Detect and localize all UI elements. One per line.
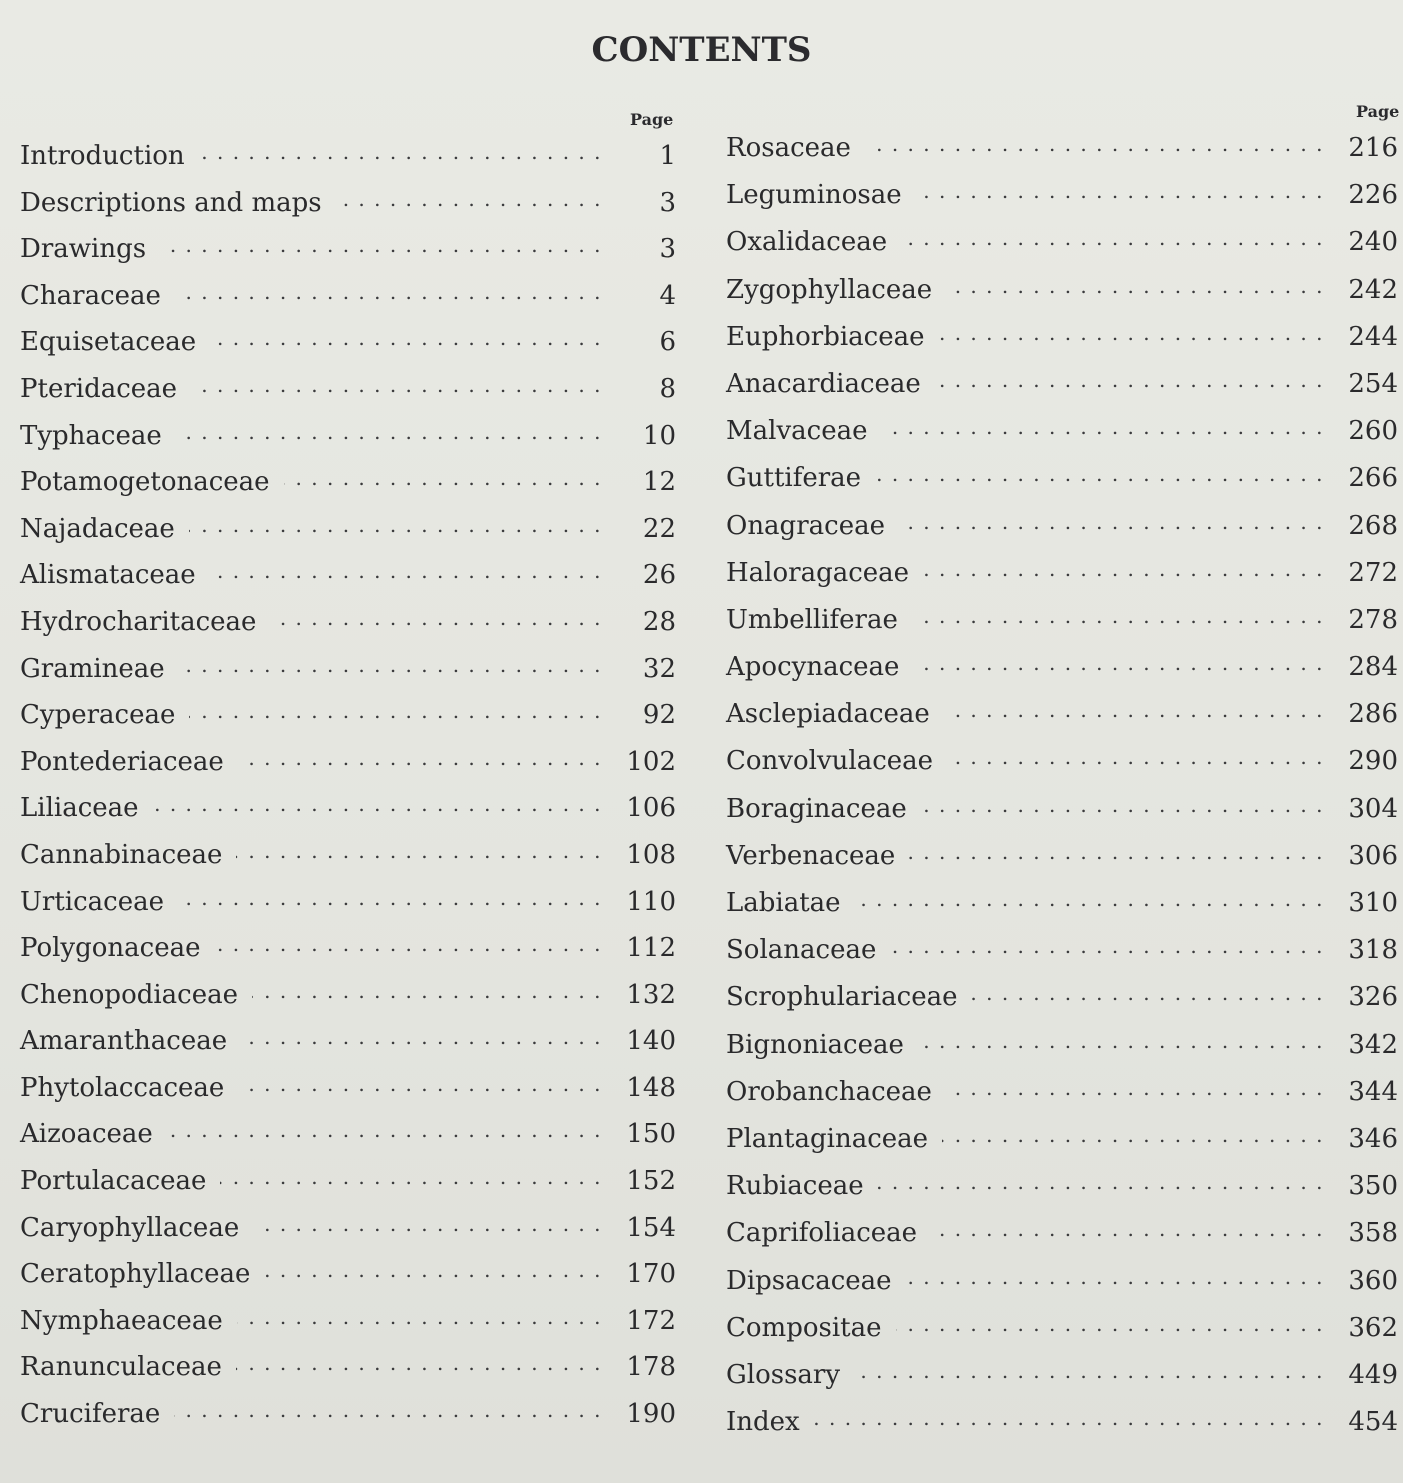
dot-leader [178, 884, 602, 910]
entry-page-number: 272 [1348, 557, 1398, 588]
entry-page-number: 152 [626, 1166, 676, 1197]
entry-page-number: 260 [1348, 416, 1398, 447]
dot-leader [939, 319, 1325, 345]
entry-title: Zygophyllaceae [726, 274, 933, 305]
contents-entry [20, 930, 676, 977]
dot-leader [942, 1121, 1324, 1147]
entry-page-number: 244 [1348, 321, 1398, 352]
entry-title: Malvaceae [726, 416, 868, 447]
contents-entry [726, 1310, 1398, 1357]
entry-page-number: 3 [659, 234, 676, 265]
dot-leader [814, 1404, 1324, 1430]
dot-leader [921, 791, 1324, 817]
contents-column-left [20, 138, 676, 1443]
contents-entry [726, 413, 1398, 460]
entry-page-number: 154 [626, 1212, 676, 1243]
entry-title: Najadaceae [20, 513, 175, 544]
entry-page-number: 140 [626, 1026, 676, 1057]
entry-page-number: 112 [626, 933, 676, 964]
dot-leader [241, 1023, 602, 1049]
entry-title: Cyperaceae [20, 700, 176, 731]
contents-entry [726, 649, 1398, 696]
dot-leader [336, 185, 602, 211]
dot-leader [252, 977, 602, 1003]
dot-leader [854, 1357, 1324, 1383]
contents-entry [726, 1215, 1398, 1262]
dot-leader [878, 1168, 1324, 1194]
entry-page-number: 226 [1348, 180, 1398, 211]
page-column-header-left: Page [630, 110, 674, 129]
contents-entry [20, 744, 676, 791]
entry-page-number: 266 [1348, 463, 1398, 494]
entry-title: Umbelliferae [726, 604, 898, 635]
entry-title: Equisetaceae [20, 327, 197, 358]
entry-page-number: 4 [659, 280, 676, 311]
entry-page-number: 12 [642, 467, 676, 498]
contents-entry [20, 1210, 676, 1257]
contents-entry [726, 1074, 1398, 1121]
contents-entry [20, 1116, 676, 1163]
contents-entry [20, 651, 676, 698]
dot-leader [855, 885, 1324, 911]
dot-leader [179, 651, 602, 677]
entry-title: Euphorbiaceae [726, 321, 925, 352]
entry-page-number: 10 [642, 420, 676, 451]
entry-page-number: 358 [1348, 1218, 1398, 1249]
entry-page-number: 108 [626, 839, 676, 870]
entry-title: Typhaceae [20, 420, 162, 451]
dot-leader [913, 649, 1324, 675]
contents-entry [20, 1303, 676, 1350]
entry-page-number: 106 [626, 793, 676, 824]
contents-entry [726, 791, 1398, 838]
dot-leader [899, 508, 1324, 534]
entry-title: Dipsacaceae [726, 1265, 892, 1296]
entry-page-number: 32 [642, 653, 676, 684]
dot-leader [947, 743, 1324, 769]
entry-page-number: 3 [659, 187, 676, 218]
entry-title: Glossary [726, 1359, 841, 1390]
entry-page-number: 110 [626, 886, 676, 917]
dot-leader [210, 557, 602, 583]
entry-title: Cruciferae [20, 1399, 161, 1430]
contents-entry [726, 1027, 1398, 1074]
entry-title: Compositae [726, 1312, 882, 1343]
dot-leader [236, 837, 602, 863]
dot-leader [270, 604, 602, 630]
dot-leader [189, 511, 602, 537]
dot-leader [909, 838, 1324, 864]
dot-leader [901, 224, 1324, 250]
contents-entry [726, 602, 1398, 649]
contents-entry [726, 224, 1398, 271]
contents-entry [726, 1357, 1398, 1404]
contents-entry [726, 885, 1398, 932]
contents-entry [20, 1070, 676, 1117]
dot-leader [912, 602, 1324, 628]
contents-entry [726, 838, 1398, 885]
entry-page-number: 350 [1348, 1171, 1398, 1202]
entry-title: Haloragaceae [726, 557, 910, 588]
page-title: CONTENTS [591, 30, 812, 70]
contents-entry [726, 130, 1398, 177]
entry-page-number: 28 [642, 606, 676, 637]
entry-page-number: 342 [1348, 1029, 1398, 1060]
entry-title: Pteridaceae [20, 373, 178, 404]
contents-entry [20, 557, 676, 604]
dot-leader [972, 979, 1325, 1005]
dot-leader [238, 744, 602, 770]
dot-leader [238, 1070, 602, 1096]
contents-entry [726, 177, 1398, 224]
dot-leader [174, 1396, 602, 1422]
contents-entry [20, 1023, 676, 1070]
entry-page-number: 172 [626, 1305, 676, 1336]
entry-title: Onagraceae [726, 510, 885, 541]
contents-entry [20, 278, 676, 325]
contents-entry [20, 1396, 676, 1443]
entry-title: Ceratophyllaceae [20, 1259, 251, 1290]
dot-leader [875, 460, 1324, 486]
contents-entry [20, 837, 676, 884]
entry-page-number: 306 [1348, 840, 1398, 871]
entry-title: Scrophulariaceae [726, 982, 958, 1013]
entry-page-number: 360 [1348, 1265, 1398, 1296]
contents-entry [20, 324, 676, 371]
page-column-header-right: Page [1356, 102, 1400, 121]
entry-page-number: 26 [642, 560, 676, 591]
entry-page-number: 310 [1348, 888, 1398, 918]
dot-leader [931, 1215, 1324, 1241]
entry-page-number: 170 [626, 1259, 676, 1290]
entry-title: Rosaceae [726, 133, 851, 163]
contents-entry [20, 697, 676, 744]
entry-page-number: 190 [626, 1399, 676, 1430]
entry-title: Phytolaccaceae [20, 1072, 225, 1103]
dot-leader [199, 138, 602, 164]
dot-leader [284, 464, 602, 490]
entry-title: Portulacaceae [20, 1166, 207, 1197]
entry-page-number: 284 [1348, 652, 1398, 683]
dot-leader [176, 418, 602, 444]
contents-entry [726, 1263, 1398, 1310]
contents-entry [20, 138, 676, 185]
entry-title: Orobanchaceae [726, 1076, 932, 1107]
entry-title: Amaranthaceae [20, 1026, 228, 1057]
entry-page-number: 178 [626, 1352, 676, 1383]
contents-entry [726, 319, 1398, 366]
entry-title: Nymphaeaceae [20, 1305, 223, 1336]
entry-title: Solanaceae [726, 935, 877, 966]
entry-page-number: 254 [1348, 368, 1398, 399]
entry-page-number: 240 [1348, 227, 1398, 258]
entry-title: Pontederiaceae [20, 746, 224, 777]
entry-title: Gramineae [20, 653, 165, 684]
contents-entry [726, 366, 1398, 413]
contents-entry [726, 743, 1398, 790]
dot-leader [237, 1303, 602, 1329]
entry-page-number: 290 [1348, 746, 1398, 777]
dot-leader [890, 932, 1324, 958]
entry-title: Introduction [20, 141, 185, 171]
dot-leader [906, 1263, 1324, 1289]
contents-entry [726, 1168, 1398, 1215]
entry-page-number: 304 [1348, 793, 1398, 824]
entry-title: Aizoaceae [20, 1119, 153, 1150]
contents-column-right [726, 130, 1398, 1451]
entry-page-number: 449 [1348, 1359, 1398, 1390]
entry-title: Guttiferae [726, 463, 862, 494]
entry-title: Urticaceae [20, 886, 165, 917]
entry-title: Cannabinaceae [20, 839, 223, 870]
entry-page-number: 346 [1348, 1123, 1398, 1154]
entry-page-number: 216 [1348, 133, 1398, 163]
dot-leader [923, 555, 1324, 581]
dot-leader [896, 1310, 1325, 1336]
entry-title: Bignoniaceae [726, 1029, 904, 1060]
entry-page-number: 326 [1348, 982, 1398, 1013]
entry-page-number: 318 [1348, 935, 1398, 966]
entry-page-number: 92 [642, 700, 676, 731]
dot-leader [944, 696, 1324, 722]
dot-leader [210, 324, 602, 350]
entry-page-number: 22 [642, 513, 676, 544]
contents-entry [20, 464, 676, 511]
entry-title: Chenopodiaceae [20, 979, 239, 1010]
entry-title: Leguminosae [726, 180, 902, 211]
entry-title: Characeae [20, 280, 161, 311]
contents-entry [20, 185, 676, 232]
dot-leader [264, 1256, 602, 1282]
dot-leader [253, 1210, 602, 1236]
entry-title: Caprifoliaceae [726, 1218, 918, 1249]
entry-page-number: 278 [1348, 604, 1398, 635]
entry-title: Liliaceae [20, 793, 139, 824]
contents-entry [726, 1121, 1398, 1168]
contents-entry [726, 979, 1398, 1026]
dot-leader [189, 697, 602, 723]
entry-title: Boraginaceae [726, 793, 907, 824]
entry-page-number: 6 [659, 327, 676, 358]
dot-leader [946, 1074, 1324, 1100]
entry-title: Rubiaceae [726, 1171, 864, 1202]
entry-page-number: 148 [626, 1072, 676, 1103]
dot-leader [881, 413, 1324, 439]
entry-title: Index [726, 1407, 800, 1438]
entry-title: Anacardiaceae [726, 368, 921, 399]
contents-entry [20, 418, 676, 465]
contents-entry [20, 604, 676, 651]
dot-leader [153, 790, 602, 816]
dot-leader [191, 371, 602, 397]
contents-entry [20, 1349, 676, 1396]
dot-leader [220, 1163, 602, 1189]
contents-entry [20, 884, 676, 931]
entry-page-number: 454 [1348, 1407, 1398, 1438]
dot-leader [946, 272, 1324, 298]
entry-page-number: 132 [626, 979, 676, 1010]
contents-entry [726, 460, 1398, 507]
entry-title: Oxalidaceae [726, 227, 888, 258]
contents-entry [726, 1404, 1398, 1451]
dot-leader [918, 1027, 1324, 1053]
entry-page-number: 362 [1348, 1312, 1398, 1343]
entry-title: Drawings [20, 234, 147, 265]
dot-leader [214, 930, 602, 956]
contents-entry [20, 977, 676, 1024]
entry-title: Potamogetonaceae [20, 467, 270, 498]
dot-leader [175, 278, 602, 304]
dot-leader [160, 231, 602, 257]
contents-entry [20, 1163, 676, 1210]
contents-entry [726, 272, 1398, 319]
entry-title: Convolvulaceae [726, 746, 934, 777]
entry-page-number: 150 [626, 1119, 676, 1150]
contents-entry [20, 511, 676, 558]
contents-entry [726, 696, 1398, 743]
contents-entry [726, 555, 1398, 602]
entry-title: Polygonaceae [20, 933, 201, 964]
entry-title: Asclepiadaceae [726, 699, 930, 730]
entry-page-number: 242 [1348, 274, 1398, 305]
entry-page-number: 286 [1348, 699, 1398, 730]
entry-page-number: 268 [1348, 510, 1398, 541]
entry-page-number: 1 [659, 141, 676, 171]
dot-leader [916, 177, 1324, 203]
entry-title: Verbenaceae [726, 840, 896, 871]
entry-title: Caryophyllaceae [20, 1212, 240, 1243]
entry-title: Alismataceae [20, 560, 196, 591]
entry-page-number: 344 [1348, 1076, 1398, 1107]
contents-entry [726, 932, 1398, 979]
dot-leader [236, 1349, 602, 1375]
entry-title: Labiatae [726, 888, 841, 918]
contents-entry [20, 371, 676, 418]
dot-leader [865, 130, 1324, 156]
entry-page-number: 102 [626, 746, 676, 777]
entry-title: Hydrocharitaceae [20, 606, 257, 637]
contents-entry [20, 790, 676, 837]
contents-entry [20, 231, 676, 278]
entry-title: Apocynaceae [726, 652, 900, 683]
contents-entry [726, 508, 1398, 555]
entry-title: Ranunculaceae [20, 1352, 222, 1383]
dot-leader [167, 1116, 602, 1142]
dot-leader [935, 366, 1324, 392]
entry-title: Descriptions and maps [20, 187, 322, 218]
contents-entry [20, 1256, 676, 1303]
entry-page-number: 8 [659, 373, 676, 404]
entry-title: Plantaginaceae [726, 1123, 929, 1154]
